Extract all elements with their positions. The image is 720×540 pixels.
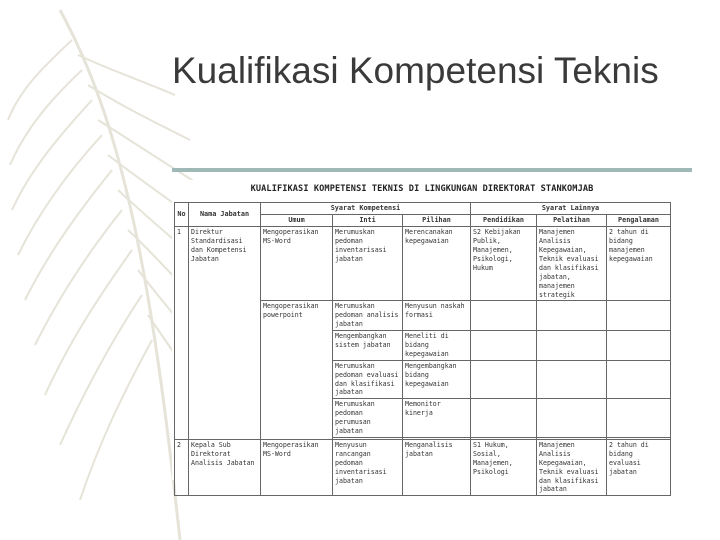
cell-pelatihan: Manajemen Analisis Kepegawaian, Teknik evaluasi dan klasifikasi jabatan, manajemen strategik: [537, 227, 607, 301]
header-pilihan: Pilihan: [403, 215, 471, 227]
cell-umum: Mengoperasikan powerpoint: [261, 301, 333, 439]
cell-pengalaman: 2 tahun di bidang manajemen kepegawaian: [607, 227, 671, 301]
cell-empty: [471, 399, 537, 438]
cell-pilihan: Meneliti di bidang kepegawaian: [403, 331, 471, 361]
cell-inti: Merumuskan pedoman analisis jabatan: [333, 301, 403, 331]
cell-empty: [607, 399, 671, 438]
header-nama-jabatan: Nama Jabatan: [189, 203, 261, 227]
header-inti: Inti: [333, 215, 403, 227]
cell-pilihan: Mengembangkan bidang kepegawaian: [403, 360, 471, 399]
header-umum: Umum: [261, 215, 333, 227]
cell-empty: [471, 331, 537, 361]
cell-nama-jabatan: Kepala Sub Direktorat Analisis Jabatan: [189, 439, 261, 495]
table-row: [175, 227, 671, 301]
cell-empty: [471, 301, 537, 331]
cell-pilihan: Memonitor kinerja: [403, 399, 471, 438]
cell-pendidikan: S2 Kebijakan Publik, Manajemen, Psikologi, Hukum: [471, 227, 537, 301]
cell-pengalaman: 2 tahun di bidang evaluasi jabatan: [607, 439, 671, 495]
document-title: KUALIFIKASI KOMPETENSI TEKNIS DI LINGKUNGAN DIREKTORAT STANKOMJAB: [250, 184, 594, 194]
cell-nama-jabatan: Direktur Standardisasi dan Kompetensi Jabatan: [189, 227, 261, 440]
header-syarat-lainnya: Syarat Lainnya: [471, 203, 671, 215]
header-pengalaman: Pengalaman: [607, 215, 671, 227]
cell-no: 2: [175, 439, 189, 495]
qualification-table: [174, 202, 671, 496]
cell-inti: Menyusun rancangan pedoman inventarisasi jabatan: [333, 439, 403, 495]
cell-empty: [537, 301, 607, 331]
header-no: No: [175, 203, 189, 227]
cell-umum: Mengoperasikan MS-Word: [261, 439, 333, 495]
cell-pilihan: Menyusun naskah formasi: [403, 301, 471, 331]
header-pelatihan: Pelatihan: [537, 215, 607, 227]
title-underline: [172, 168, 692, 172]
cell-empty: [537, 331, 607, 361]
cell-empty: [607, 360, 671, 399]
cell-pilihan: Menganalisis jabatan: [403, 439, 471, 495]
scanned-document: [172, 180, 672, 494]
cell-no: 1: [175, 227, 189, 440]
cell-inti: Merumuskan pedoman perumusan jabatan: [333, 399, 403, 438]
cell-empty: [537, 360, 607, 399]
header-pendidikan: Pendidikan: [471, 215, 537, 227]
cell-inti: Merumuskan pedoman inventarisasi jabatan: [333, 227, 403, 301]
cell-pendidikan: S1 Hukum, Sosial, Manajemen, Psikologi: [471, 439, 537, 495]
header-row-group: [175, 203, 671, 215]
table-row: [175, 439, 671, 495]
cell-empty: [607, 331, 671, 361]
cell-umum: Mengoperasikan MS-Word: [261, 227, 333, 301]
cell-empty: [537, 399, 607, 438]
cell-empty: [471, 360, 537, 399]
cell-inti: Merumuskan pedoman evaluasi dan klasifikasi jabatan: [333, 360, 403, 399]
cell-empty: [607, 301, 671, 331]
slide-title: Kualifikasi Kompetensi Teknis: [172, 50, 659, 91]
header-syarat-kompetensi: Syarat Kompetensi: [261, 203, 471, 215]
cell-pilihan: Merencanakan kepegawaian: [403, 227, 471, 301]
cell-pelatihan: Manajemen Analisis Kepegawaian, Teknik evaluasi dan klasifikasi jabatan: [537, 439, 607, 495]
cell-inti: Mengembangkan sistem jabatan: [333, 331, 403, 361]
